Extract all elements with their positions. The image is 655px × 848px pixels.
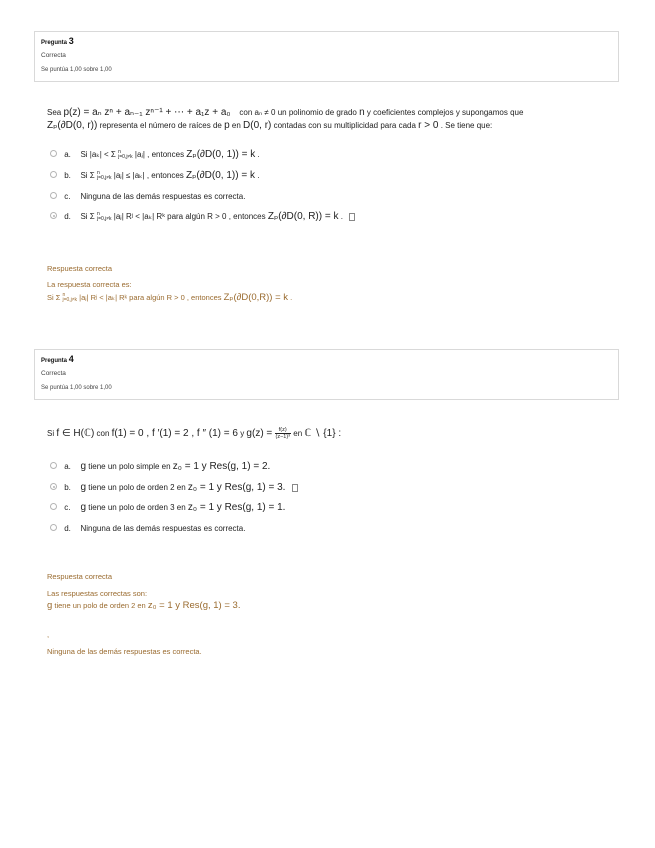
option-letter: a.	[64, 462, 71, 471]
radio-button[interactable]	[50, 192, 57, 199]
fraction-denominator: (z−1)³	[275, 434, 291, 441]
q4-feedback-status: Respuesta correcta	[47, 572, 113, 581]
question-number	[41, 36, 612, 48]
option-text: |aⱼ| ≤ |aₖ| , entonces	[113, 171, 184, 180]
q3-option-b[interactable]	[50, 169, 610, 183]
option-letter: b.	[64, 171, 71, 180]
option-expression: Zₚ(∂D(0, 1)) = k	[186, 149, 256, 160]
sum-lower: j=0,j≠k	[96, 174, 112, 181]
sum-limits	[97, 212, 112, 222]
text-fragment: con aₙ ≠ 0	[239, 108, 276, 117]
radio-button[interactable]	[50, 171, 57, 178]
option-expression: z₀ = 1 y Res(g, 1) = 2.	[172, 461, 271, 472]
question-3-text	[47, 106, 607, 132]
q3-option-c[interactable]	[50, 190, 610, 204]
question-number-value: 3	[68, 36, 74, 46]
question-number-value: 4	[68, 354, 74, 364]
zero-count-expression: Zₚ(∂D(0, r))	[47, 120, 98, 131]
q4-feedback-separator: ,	[47, 630, 50, 639]
option-text: |aⱼ| Rʲ < |aₖ| Rᵏ para algún R > 0 , entonces	[113, 212, 266, 221]
radio-button[interactable]	[50, 150, 57, 157]
option-text: tiene un polo de orden 2 en	[88, 483, 186, 492]
question-grade: Se puntúa 1,00 sobre 1,00	[41, 385, 112, 391]
sum-upper: n	[118, 148, 121, 155]
disc-expression: D(0, r)	[243, 120, 272, 131]
option-text: tiene un polo de orden 3 en	[88, 503, 186, 512]
q3-feedback-status: Respuesta correcta	[47, 264, 113, 273]
q3-option-d[interactable]	[50, 210, 610, 224]
q3-feedback-intro: La respuesta correcta es:	[47, 280, 132, 289]
sum-limits	[97, 171, 112, 181]
q3-feedback-answer	[47, 292, 607, 303]
answer-expression: Zₚ(∂D(0,R)) = k	[223, 292, 289, 303]
text-fragment: . Se tiene que:	[440, 121, 493, 130]
option-text: Si |aₖ| < Σ	[80, 150, 116, 159]
text-fragment: y	[240, 429, 245, 438]
q4-option-b[interactable]	[50, 481, 610, 495]
question-label: Pregunta	[41, 40, 68, 46]
question-label: Pregunta	[41, 358, 68, 364]
text-fragment: Sea	[47, 108, 62, 117]
radio-button[interactable]	[50, 503, 57, 510]
option-expression: Zₚ(∂D(0, 1)) = k	[186, 170, 255, 181]
text-fragment: un polinomio de grado	[277, 108, 357, 117]
answer-text: tiene un polo de orden 2 en	[54, 601, 146, 610]
option-text: .	[257, 171, 260, 180]
question-3-info	[34, 31, 619, 82]
radio-button[interactable]	[50, 524, 57, 531]
option-text: .	[340, 212, 343, 221]
option-text: Ninguna de las demás respuestas es correcta.	[80, 524, 246, 533]
polynomial-expression: p(z) = aₙ zⁿ + aₙ₋₁ zⁿ⁻¹ + ⋯ + a₁z + a₀	[63, 107, 231, 118]
question-grade: Se puntúa 1,00 sobre 1,00	[41, 67, 112, 73]
text-fragment: y coeficientes complejos y supongamos que	[366, 108, 524, 117]
text-fragment: contadas con su multiplicidad para cada	[273, 121, 416, 130]
sum-lower: j=0,j≠k	[62, 297, 78, 304]
option-text: Si Σ	[80, 171, 95, 180]
sum-upper: n	[96, 210, 100, 217]
radio-button-selected[interactable]	[50, 483, 57, 490]
option-letter: d.	[64, 524, 71, 533]
text-fragment: representa el número de raíces de	[99, 121, 222, 130]
text-fragment: con	[96, 429, 110, 438]
sum-lower: j=0,j≠k	[118, 153, 133, 160]
radio-button-selected[interactable]	[50, 212, 57, 219]
q4-option-a[interactable]	[50, 460, 610, 474]
question-3-line-1	[47, 106, 607, 119]
sum-limits	[62, 293, 77, 303]
fraction	[275, 427, 292, 440]
option-letter: c.	[64, 503, 71, 512]
option-expression: z₀ = 1 y Res(g, 1) = 3.	[187, 482, 286, 493]
question-3-line-2	[47, 119, 607, 132]
question-state: Correcta	[41, 52, 66, 59]
function-definition: g(z) =	[246, 428, 273, 439]
sum-upper: n	[62, 292, 66, 299]
q4-option-c[interactable]	[50, 501, 610, 515]
q4-feedback-intro: Las respuestas correctas son:	[47, 589, 148, 598]
polynomial-symbol: p	[224, 120, 230, 131]
option-expression: z₀ = 1 y Res(g, 1) = 1.	[187, 502, 286, 513]
question-number	[41, 354, 612, 366]
answer-expression: z₀ = 1 y Res(g, 1) = 3.	[147, 600, 241, 611]
answer-text: Si Σ	[47, 293, 61, 302]
text-fragment: Si	[47, 429, 55, 438]
answer-text: .	[290, 293, 293, 302]
answer-text: |aⱼ| Rʲ < |aₖ| Rᵏ para algún R > 0 , entonces	[79, 293, 222, 302]
question-4-text	[47, 427, 607, 440]
option-letter: c.	[64, 192, 71, 201]
correct-mark-icon	[349, 213, 355, 221]
derivative-values: f(1) = 0 , f ′(1) = 2 , f ″ (1) = 6	[111, 428, 238, 439]
text-fragment: en	[293, 429, 303, 438]
option-letter: b.	[64, 483, 71, 492]
q4-option-d[interactable]	[50, 522, 610, 536]
option-text: Ninguna de las demás respuestas es correcta.	[80, 192, 246, 201]
domain-expression: ℂ ∖ {1} :	[304, 428, 342, 439]
q4-feedback-answer-1	[47, 600, 607, 611]
function-symbol: g	[80, 502, 87, 513]
degree-symbol: n	[359, 107, 365, 118]
question-4-info	[34, 349, 619, 400]
question-state: Correcta	[41, 370, 66, 377]
option-text: Si Σ	[80, 212, 95, 221]
sum-upper: n	[96, 169, 100, 176]
q3-option-a[interactable]	[50, 148, 610, 162]
correct-mark-icon	[292, 484, 298, 492]
function-symbol: g	[80, 461, 87, 472]
radio-button[interactable]	[50, 462, 57, 469]
fraction-numerator: f(z)	[275, 427, 292, 434]
radius-condition: r > 0	[418, 120, 439, 131]
text-fragment: en	[231, 121, 241, 130]
option-text: |aⱼ| , entonces	[134, 150, 185, 159]
option-text: .	[257, 150, 260, 159]
sum-lower: j=0,j≠k	[96, 215, 112, 222]
option-expression: Zₚ(∂D(0, R)) = k	[267, 211, 339, 222]
q4-feedback-answer-2: Ninguna de las demás respuestas es correcta.	[47, 647, 202, 656]
option-letter: d.	[64, 212, 71, 221]
sum-limits	[118, 150, 133, 160]
option-letter: a.	[64, 150, 71, 159]
function-symbol: g	[80, 482, 87, 493]
option-text: tiene un polo simple en	[88, 462, 171, 471]
function-symbol: g	[47, 600, 53, 611]
holomorphic-condition: f ∈ H(ℂ)	[56, 428, 95, 439]
